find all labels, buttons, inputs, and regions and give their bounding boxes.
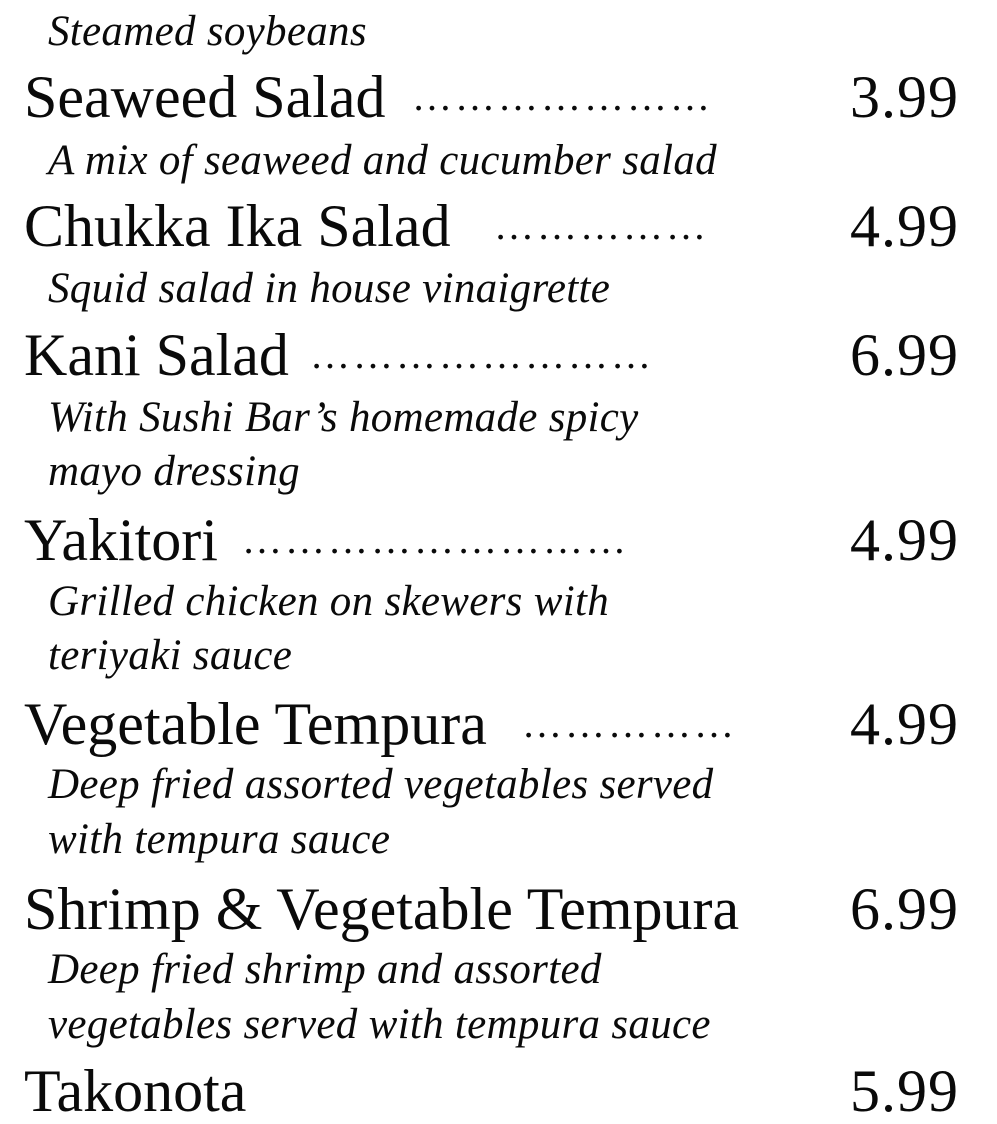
menu-item-chukka-ika-salad	[24, 193, 959, 259]
item-description: Grilled chicken on skewers with	[48, 578, 610, 625]
dot-leader: ………………………	[242, 517, 629, 562]
menu-item-yakitori	[24, 507, 959, 573]
item-description: mayo dressing	[48, 448, 300, 495]
item-price: 3.99	[850, 64, 959, 130]
item-description: Deep fried assorted vegetables served	[48, 761, 714, 808]
menu-item-takonota	[24, 1058, 959, 1124]
item-name: Yakitori	[24, 507, 218, 573]
item-price: 6.99	[850, 322, 959, 388]
item-description: teriyaki sauce	[48, 632, 293, 679]
menu-item-vegetable-tempura	[24, 691, 959, 757]
item-name: Chukka Ika Salad	[24, 193, 451, 259]
item-description: A mix of seaweed and cucumber salad	[48, 137, 717, 184]
item-name: Seaweed Salad	[24, 64, 386, 130]
item-name: Vegetable Tempura	[24, 691, 487, 757]
item-description: With Sushi Bar’s homemade spicy	[48, 394, 639, 441]
menu-item-kani-salad	[24, 322, 959, 388]
item-price: 5.99	[850, 1058, 959, 1124]
item-description: Squid salad in house vinaigrette	[48, 265, 611, 312]
item-description: Deep fried shrimp and assorted	[48, 946, 602, 993]
item-price: 6.99	[850, 876, 959, 942]
item-description: with tempura sauce	[48, 816, 391, 863]
menu-item-seaweed-salad	[24, 64, 959, 130]
dot-leader: …………………	[412, 74, 713, 119]
item-description: vegetables served with tempura sauce	[48, 1001, 711, 1048]
item-price: 4.99	[850, 691, 959, 757]
item-name: Shrimp & Vegetable Tempura	[24, 876, 740, 942]
item-name: Kani Salad	[24, 322, 289, 388]
menu-item-shrimp-vegetable-tempura	[24, 876, 959, 942]
item-price: 4.99	[850, 193, 959, 259]
item-description: Steamed soybeans	[48, 8, 367, 55]
dot-leader: ……………	[522, 701, 737, 746]
item-name: Takonota	[24, 1058, 247, 1124]
dot-leader: ……………	[494, 203, 709, 248]
dot-leader: ……………………	[310, 332, 654, 377]
item-price: 4.99	[850, 507, 959, 573]
